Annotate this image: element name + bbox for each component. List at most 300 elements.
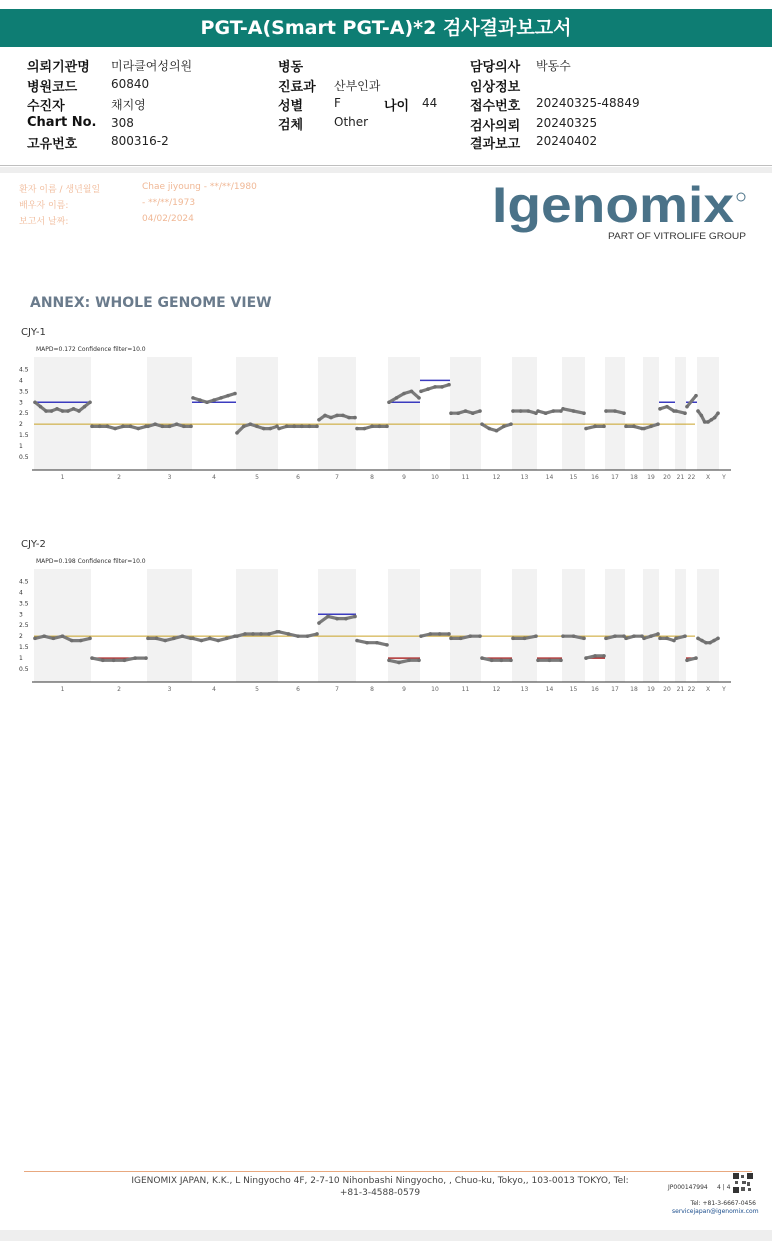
specimen-label: 검체 bbox=[278, 118, 304, 133]
data-point bbox=[410, 389, 414, 393]
x-tick-label: 4 bbox=[212, 474, 216, 481]
data-point bbox=[300, 425, 304, 429]
footer-phone: Tel: +81-3-6667-0456 bbox=[690, 1200, 756, 1207]
data-point bbox=[208, 637, 212, 641]
data-point bbox=[191, 637, 195, 641]
institution-label: 의뢰기관명 bbox=[27, 60, 90, 75]
data-point bbox=[604, 409, 608, 413]
x-tick-label: 16 bbox=[591, 474, 599, 481]
data-point bbox=[536, 658, 540, 662]
request-date-label: 검사의뢰 bbox=[470, 119, 521, 134]
data-point bbox=[559, 658, 563, 662]
data-point bbox=[365, 641, 369, 645]
data-point bbox=[44, 409, 48, 413]
data-point bbox=[696, 637, 700, 641]
x-tick-label: Y bbox=[722, 686, 726, 693]
x-tick-label: 13 bbox=[520, 686, 529, 693]
data-point bbox=[593, 425, 597, 429]
footer-divider bbox=[24, 1171, 752, 1172]
sex-label: 성별 bbox=[278, 99, 304, 114]
header-divider bbox=[0, 165, 772, 166]
data-point bbox=[378, 425, 382, 429]
data-point bbox=[480, 422, 484, 426]
x-tick-label: 5 bbox=[255, 686, 259, 693]
patient-name-label: 환자 이름 / 생년월일 bbox=[19, 185, 101, 195]
data-point bbox=[33, 637, 37, 641]
y-tick-label: 1.5 bbox=[19, 432, 29, 440]
chromosome-band bbox=[388, 357, 420, 470]
data-trace bbox=[357, 641, 387, 645]
data-point bbox=[42, 634, 46, 638]
chromosome-band bbox=[512, 569, 537, 682]
footer-contact bbox=[672, 1200, 759, 1216]
data-point bbox=[198, 398, 202, 402]
data-point bbox=[602, 654, 606, 658]
data-point bbox=[490, 658, 494, 662]
chromosome-band bbox=[236, 569, 278, 682]
data-point bbox=[83, 405, 87, 409]
chart-no-label: Chart No. bbox=[27, 115, 97, 130]
y-tick-label: 2.5 bbox=[19, 622, 29, 630]
data-point bbox=[447, 632, 451, 636]
data-point bbox=[502, 425, 506, 429]
data-point bbox=[708, 641, 712, 645]
data-point bbox=[703, 420, 707, 424]
data-point bbox=[511, 409, 515, 413]
data-point bbox=[407, 658, 411, 662]
data-point bbox=[552, 409, 556, 413]
data-point bbox=[417, 396, 421, 400]
report-date-value: 20240402 bbox=[536, 134, 598, 148]
data-point bbox=[387, 658, 391, 662]
data-point bbox=[249, 422, 253, 426]
x-tick-label: 20 bbox=[663, 474, 671, 481]
data-point bbox=[55, 407, 59, 411]
data-point bbox=[66, 409, 70, 413]
data-point bbox=[144, 656, 148, 660]
data-point bbox=[277, 630, 281, 634]
data-point bbox=[426, 387, 430, 391]
receipt-no-label: 접수번호 bbox=[470, 99, 521, 114]
data-point bbox=[39, 405, 43, 409]
data-point bbox=[326, 615, 330, 619]
data-point bbox=[52, 637, 56, 641]
data-point bbox=[175, 422, 179, 426]
unique-id-value: 800316-2 bbox=[111, 134, 169, 148]
data-point bbox=[694, 656, 698, 660]
data-point bbox=[277, 427, 281, 431]
data-point bbox=[716, 411, 720, 415]
qr-code-icon bbox=[733, 1173, 753, 1193]
y-tick-label: 1 bbox=[19, 655, 23, 663]
data-point bbox=[355, 639, 359, 643]
data-point bbox=[387, 400, 391, 404]
ward-label: 병동 bbox=[278, 60, 304, 75]
x-tick-label: X bbox=[705, 474, 711, 481]
chart2-title: CJY-2 bbox=[21, 539, 46, 550]
data-point bbox=[656, 422, 660, 426]
logo-tagline: PART OF VITROLIFE GROUP bbox=[608, 231, 746, 241]
data-point bbox=[487, 427, 491, 431]
header-band bbox=[0, 167, 772, 173]
data-point bbox=[375, 641, 379, 645]
data-point bbox=[683, 411, 687, 415]
data-point bbox=[449, 411, 453, 415]
chromosome-band bbox=[643, 357, 659, 470]
data-point bbox=[168, 425, 172, 429]
x-tick-label: 8 bbox=[370, 686, 374, 693]
x-tick-label: 10 bbox=[431, 474, 439, 481]
data-point bbox=[50, 409, 54, 413]
data-point bbox=[61, 634, 65, 638]
y-tick-label: 2 bbox=[19, 421, 23, 429]
chart-subtitle: MAPD=0.198 Confidence filter=10.0 bbox=[36, 558, 146, 565]
chromosome-band bbox=[34, 569, 91, 682]
x-tick-label: 18 bbox=[630, 686, 638, 693]
chromosome-band bbox=[34, 357, 91, 470]
data-point bbox=[713, 416, 717, 420]
x-tick-label: 3 bbox=[167, 474, 172, 481]
data-point bbox=[335, 414, 339, 418]
x-tick-label: 15 bbox=[569, 686, 578, 693]
data-point bbox=[649, 425, 653, 429]
data-trace bbox=[279, 426, 317, 428]
y-tick-label: 4 bbox=[19, 589, 23, 597]
data-point bbox=[584, 427, 588, 431]
data-point bbox=[317, 621, 321, 625]
data-point bbox=[212, 398, 216, 402]
data-point bbox=[287, 632, 291, 636]
data-point bbox=[700, 414, 704, 418]
x-tick-label: 7 bbox=[335, 474, 339, 481]
page-number: 4 | 4 bbox=[717, 1184, 731, 1191]
data-point bbox=[642, 427, 646, 431]
data-point bbox=[355, 427, 359, 431]
chromosome-band bbox=[388, 569, 420, 682]
y-tick-label: 3.5 bbox=[19, 388, 29, 396]
chart-cjy-1 bbox=[0, 340, 772, 490]
x-tick-label: 9 bbox=[402, 686, 406, 693]
data-point bbox=[700, 639, 704, 643]
data-point bbox=[710, 418, 714, 422]
data-point bbox=[146, 425, 150, 429]
data-point bbox=[544, 411, 548, 415]
request-date-value: 20240325 bbox=[536, 116, 598, 130]
data-point bbox=[536, 409, 540, 413]
y-tick-label: 0.5 bbox=[19, 454, 29, 462]
data-point bbox=[534, 634, 538, 638]
footer-email: servicejapan@igenomix.com bbox=[672, 1208, 759, 1215]
sex-value: F bbox=[334, 96, 341, 110]
department-label: 진료과 bbox=[278, 80, 316, 95]
logo-wordmark: Igenomix bbox=[492, 177, 735, 233]
data-point bbox=[527, 409, 531, 413]
x-tick-label: 6 bbox=[296, 686, 300, 693]
data-point bbox=[685, 405, 689, 409]
data-point bbox=[417, 658, 421, 662]
x-tick-label: 5 bbox=[255, 474, 259, 481]
x-tick-label: 16 bbox=[591, 686, 599, 693]
registered-icon bbox=[737, 193, 745, 201]
data-point bbox=[90, 656, 94, 660]
x-tick-label: 11 bbox=[461, 686, 470, 693]
data-point bbox=[561, 634, 565, 638]
x-tick-label: 19 bbox=[647, 474, 655, 481]
x-tick-label: 4 bbox=[212, 686, 216, 693]
data-point bbox=[456, 411, 460, 415]
x-tick-label: 13 bbox=[520, 474, 529, 481]
data-point bbox=[624, 425, 628, 429]
data-point bbox=[205, 400, 209, 404]
data-point bbox=[269, 427, 273, 431]
data-point bbox=[329, 416, 333, 420]
data-point bbox=[161, 425, 165, 429]
data-point bbox=[716, 637, 720, 641]
data-point bbox=[683, 634, 687, 638]
data-point bbox=[235, 634, 239, 638]
doctor-label: 담당의사 bbox=[470, 60, 521, 75]
x-tick-label: 19 bbox=[647, 686, 655, 693]
data-point bbox=[397, 661, 401, 665]
data-point bbox=[77, 409, 81, 413]
data-point bbox=[189, 425, 193, 429]
data-point bbox=[642, 637, 646, 641]
chromosome-band bbox=[675, 569, 686, 682]
data-point bbox=[90, 425, 94, 429]
data-point bbox=[308, 425, 312, 429]
x-tick-label: 8 bbox=[370, 474, 374, 481]
data-point bbox=[712, 639, 716, 643]
data-point bbox=[582, 637, 586, 641]
patient-name-value: Chae jiyoung - **/**/1980 bbox=[142, 182, 257, 192]
y-tick-label: 0.5 bbox=[19, 666, 29, 674]
y-tick-label: 2.5 bbox=[19, 410, 29, 418]
data-point bbox=[495, 429, 499, 433]
data-point bbox=[335, 617, 339, 621]
data-point bbox=[106, 425, 110, 429]
data-point bbox=[706, 420, 710, 424]
partner-label: 배우자 이름: bbox=[19, 201, 69, 211]
data-point bbox=[480, 656, 484, 660]
data-trace bbox=[193, 636, 235, 640]
data-point bbox=[694, 394, 698, 398]
data-point bbox=[88, 400, 92, 404]
chromosome-band bbox=[236, 357, 278, 470]
data-point bbox=[323, 414, 327, 418]
age-value: 44 bbox=[422, 96, 438, 110]
x-tick-label: 20 bbox=[663, 686, 671, 693]
y-tick-label: 3 bbox=[19, 611, 23, 619]
chromosome-band bbox=[318, 357, 356, 470]
data-point bbox=[622, 411, 626, 415]
data-point bbox=[88, 637, 92, 641]
x-tick-label: 21 bbox=[676, 474, 685, 481]
data-point bbox=[469, 634, 473, 638]
x-tick-label: 3 bbox=[167, 686, 172, 693]
report-date-en-label: 보고서 날짜: bbox=[19, 217, 69, 227]
data-point bbox=[674, 409, 678, 413]
data-point bbox=[133, 656, 137, 660]
x-tick-label: 22 bbox=[687, 474, 696, 481]
x-tick-label: 6 bbox=[296, 474, 300, 481]
x-tick-label: X bbox=[705, 686, 711, 693]
chromosome-band bbox=[643, 569, 659, 682]
data-point bbox=[385, 425, 389, 429]
data-point bbox=[433, 385, 437, 389]
y-tick-label: 3 bbox=[19, 399, 23, 407]
data-point bbox=[33, 400, 37, 404]
data-point bbox=[449, 637, 453, 641]
data-point bbox=[79, 639, 83, 643]
data-point bbox=[419, 389, 423, 393]
data-trace bbox=[538, 411, 561, 413]
x-tick-label: 2 bbox=[117, 474, 121, 481]
bottom-band bbox=[0, 1230, 772, 1241]
data-point bbox=[429, 632, 433, 636]
x-tick-label: 21 bbox=[676, 686, 685, 693]
data-point bbox=[478, 634, 482, 638]
y-tick-label: 1.5 bbox=[19, 644, 29, 652]
data-point bbox=[136, 427, 140, 431]
data-point bbox=[665, 405, 669, 409]
data-point bbox=[696, 409, 700, 413]
data-point bbox=[200, 639, 204, 643]
data-point bbox=[649, 634, 653, 638]
data-point bbox=[296, 634, 300, 638]
data-point bbox=[464, 409, 468, 413]
x-tick-label: 14 bbox=[545, 686, 554, 693]
data-point bbox=[317, 418, 321, 422]
data-point bbox=[632, 425, 636, 429]
x-tick-label: 22 bbox=[687, 686, 696, 693]
data-point bbox=[255, 425, 259, 429]
report-date-en-value: 04/02/2024 bbox=[142, 214, 194, 224]
data-point bbox=[112, 658, 116, 662]
data-point bbox=[191, 396, 195, 400]
data-point bbox=[121, 425, 125, 429]
data-point bbox=[61, 409, 65, 413]
data-point bbox=[219, 396, 223, 400]
chromosome-band bbox=[697, 569, 719, 682]
data-point bbox=[72, 407, 76, 411]
x-tick-label: 12 bbox=[492, 686, 501, 693]
data-point bbox=[561, 407, 565, 411]
chart-cjy-2 bbox=[0, 552, 772, 702]
data-point bbox=[704, 641, 708, 645]
chart-no-value: 308 bbox=[111, 116, 134, 130]
data-point bbox=[632, 634, 636, 638]
data-point bbox=[251, 632, 255, 636]
data-point bbox=[306, 634, 310, 638]
chromosome-band bbox=[605, 569, 625, 682]
chromosome-band bbox=[147, 569, 192, 682]
data-point bbox=[613, 409, 617, 413]
report-title: PGT-A(Smart PGT-A)*2 검사결과보고서 bbox=[0, 9, 772, 47]
patient-label: 수진자 bbox=[27, 99, 65, 114]
data-point bbox=[519, 409, 523, 413]
annex-title: ANNEX: WHOLE GENOME VIEW bbox=[30, 295, 272, 311]
x-tick-label: 15 bbox=[569, 474, 578, 481]
data-point bbox=[584, 656, 588, 660]
institution-value: 미라클여성의원 bbox=[111, 59, 193, 73]
data-point bbox=[459, 637, 463, 641]
x-tick-label: 2 bbox=[117, 686, 121, 693]
specimen-value: Other bbox=[334, 115, 369, 129]
doctor-value: 박동수 bbox=[536, 59, 571, 73]
y-tick-label: 4.5 bbox=[19, 366, 29, 374]
data-point bbox=[353, 416, 357, 420]
data-point bbox=[243, 632, 247, 636]
data-point bbox=[572, 409, 576, 413]
data-point bbox=[613, 634, 617, 638]
x-tick-label: 17 bbox=[611, 474, 619, 481]
data-point bbox=[419, 634, 423, 638]
department-value: 산부인과 bbox=[334, 79, 381, 93]
data-point bbox=[101, 658, 105, 662]
chromosome-band bbox=[562, 569, 585, 682]
chromosome-band bbox=[318, 569, 356, 682]
data-point bbox=[113, 427, 117, 431]
data-point bbox=[509, 422, 513, 426]
data-point bbox=[582, 411, 586, 415]
x-tick-label: 7 bbox=[335, 686, 339, 693]
partner-value: - **/**/1973 bbox=[142, 198, 196, 208]
data-point bbox=[216, 639, 220, 643]
unique-id-label: 고유번호 bbox=[27, 137, 78, 152]
data-point bbox=[370, 425, 374, 429]
x-tick-label: Y bbox=[722, 474, 726, 481]
data-point bbox=[267, 632, 271, 636]
data-point bbox=[353, 615, 357, 619]
data-point bbox=[242, 425, 246, 429]
data-point bbox=[602, 425, 606, 429]
data-point bbox=[285, 425, 289, 429]
data-point bbox=[259, 632, 263, 636]
x-tick-label: 10 bbox=[431, 686, 439, 693]
patient-value: 채지영 bbox=[111, 98, 146, 112]
data-point bbox=[438, 632, 442, 636]
data-point bbox=[624, 637, 628, 641]
clinical-label: 임상정보 bbox=[470, 80, 521, 95]
data-point bbox=[478, 409, 482, 413]
data-point bbox=[155, 637, 159, 641]
age-label: 나이 bbox=[384, 99, 410, 114]
data-point bbox=[593, 654, 597, 658]
y-tick-label: 1 bbox=[19, 443, 23, 451]
x-tick-label: 1 bbox=[60, 474, 65, 481]
data-point bbox=[604, 637, 608, 641]
data-point bbox=[674, 637, 678, 641]
x-tick-label: 18 bbox=[630, 474, 638, 481]
chromosome-band bbox=[147, 357, 192, 470]
data-point bbox=[123, 658, 127, 662]
data-point bbox=[235, 431, 239, 435]
data-point bbox=[402, 392, 406, 396]
y-tick-label: 2 bbox=[19, 633, 23, 641]
data-point bbox=[447, 383, 451, 387]
report-date-label: 결과보고 bbox=[470, 137, 521, 152]
data-point bbox=[70, 639, 74, 643]
data-point bbox=[341, 414, 345, 418]
data-point bbox=[163, 639, 167, 643]
y-tick-label: 3.5 bbox=[19, 600, 29, 608]
data-point bbox=[153, 422, 157, 426]
x-tick-label: 12 bbox=[492, 474, 501, 481]
data-point bbox=[511, 637, 515, 641]
data-point bbox=[262, 427, 266, 431]
data-point bbox=[146, 637, 150, 641]
data-point bbox=[233, 392, 237, 396]
